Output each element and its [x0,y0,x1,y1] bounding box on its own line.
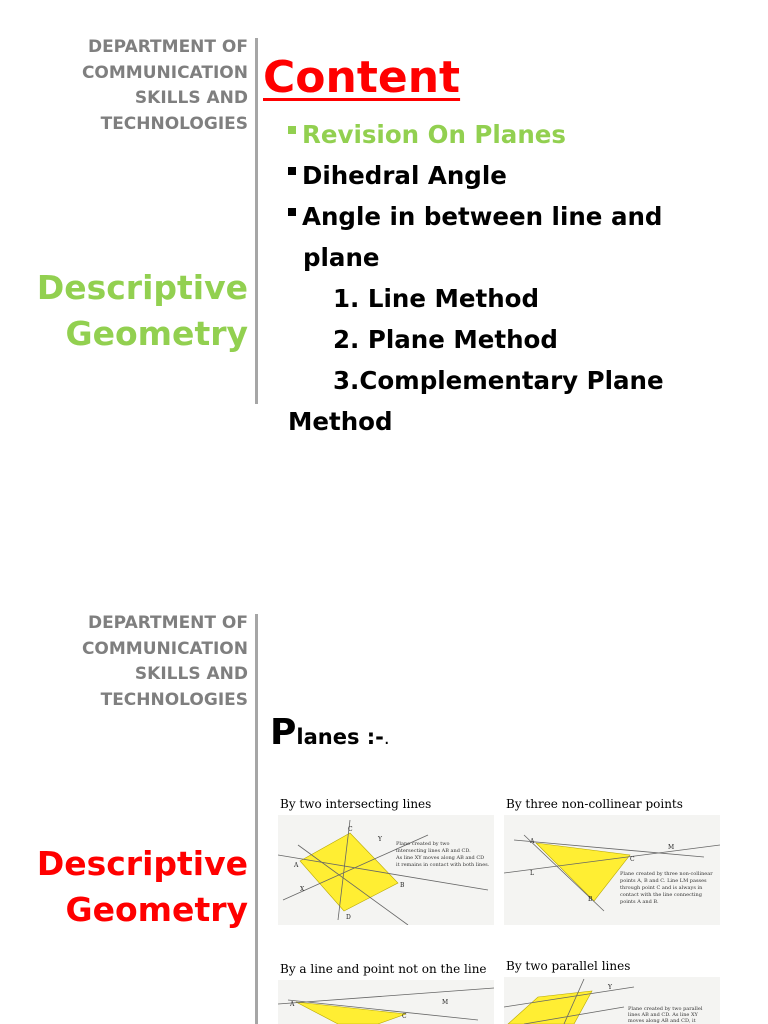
figure-three-points [504,815,720,925]
point-label: C [348,826,353,833]
department-line: SKILLS AND [134,664,248,684]
figure-caption: By a line and point not on the line [280,962,487,976]
plane-shape [508,991,592,1024]
bullet-text: Angle in between line and [302,202,663,231]
divider-line [255,614,258,1024]
planes-title-initial: P [270,712,297,753]
department-line: SKILLS AND [134,88,248,108]
plane-shape [300,833,398,911]
planes-title-rest: lanes :- [296,725,384,749]
content-title: Content [263,52,461,103]
point-label: X [300,886,305,893]
department-label [8,35,248,137]
department-line: DEPARTMENT OF [87,613,248,633]
point-label: M [442,999,449,1006]
figure-drawing [278,815,494,925]
divider-line [255,38,258,404]
point-label: Y [608,984,612,991]
method-item: 2. Plane Method [333,325,558,354]
method-item: 1. Line Method [333,284,540,313]
side-title-line: Descriptive [36,844,248,883]
side-title [8,841,248,933]
bullet-square-icon [288,126,296,134]
department-line: TECHNOLOGIES [100,113,248,134]
planes-title [270,712,390,753]
bullet-continuation: plane [303,243,380,272]
plane-shape [536,843,630,901]
bullet-item [288,155,758,196]
department-line: COMMUNICATION [81,638,248,659]
side-title-line: Descriptive [36,268,248,307]
point-label: B [588,896,593,903]
method-item: 3.Complementary Plane [333,366,664,395]
plane-shape [296,1002,406,1024]
point-label: C [402,1013,407,1020]
side-title-line: Geometry [65,890,248,929]
side-title-line: Geometry [65,314,248,353]
figure-line-and-point [278,980,494,1024]
point-label: C [630,856,635,863]
bullet-text: Revision On Planes [302,120,566,149]
figure-note: Plane created by two parallel lines AB and CD. As line XY moves along AB and CD, it [628,1006,703,1024]
figure-parallel-lines [504,977,720,1024]
department-line: DEPARTMENT OF [87,37,248,57]
point-label: D [346,914,351,921]
point-label: A [290,1001,295,1008]
figure-caption: By three non-collinear points [506,797,683,811]
bullet-list [288,114,758,442]
figure-note: Plane created by two intersecting lines AB and CD. As line XY moves along AB and CD it remains in contact with both lines. [396,841,490,868]
bullet-text: Dihedral Angle [302,161,507,190]
bullet-item [288,114,758,155]
point-label: L [530,870,534,877]
point-label: M [668,844,675,851]
side-title [8,265,248,357]
slide-content [0,0,768,470]
point-label: A [530,838,535,845]
department-line: COMMUNICATION [81,62,248,83]
bullet-square-icon [288,167,296,175]
bullet-square-icon [288,208,296,216]
figure-caption: By two parallel lines [506,959,631,973]
method-continuation: Method [288,407,393,436]
planes-title-dot: . [383,728,390,749]
point-label: A [294,862,299,869]
figure-drawing [504,977,720,1024]
figure-caption: By two intersecting lines [280,797,432,811]
figure-drawing [278,980,494,1024]
figure-two-intersecting-lines [278,815,494,925]
figure-note: Plane created by three non-collinear points A, B and C. Line LM passes through point C and is always in contact with the line connecting points A and B. [620,871,713,905]
bullet-item [288,196,758,237]
point-label: B [400,882,405,889]
point-label: Y [378,836,382,843]
department-line: TECHNOLOGIES [100,689,248,710]
slide-planes [0,600,768,1024]
department-label [8,611,248,713]
line [278,988,494,1004]
figure-drawing [504,815,720,925]
